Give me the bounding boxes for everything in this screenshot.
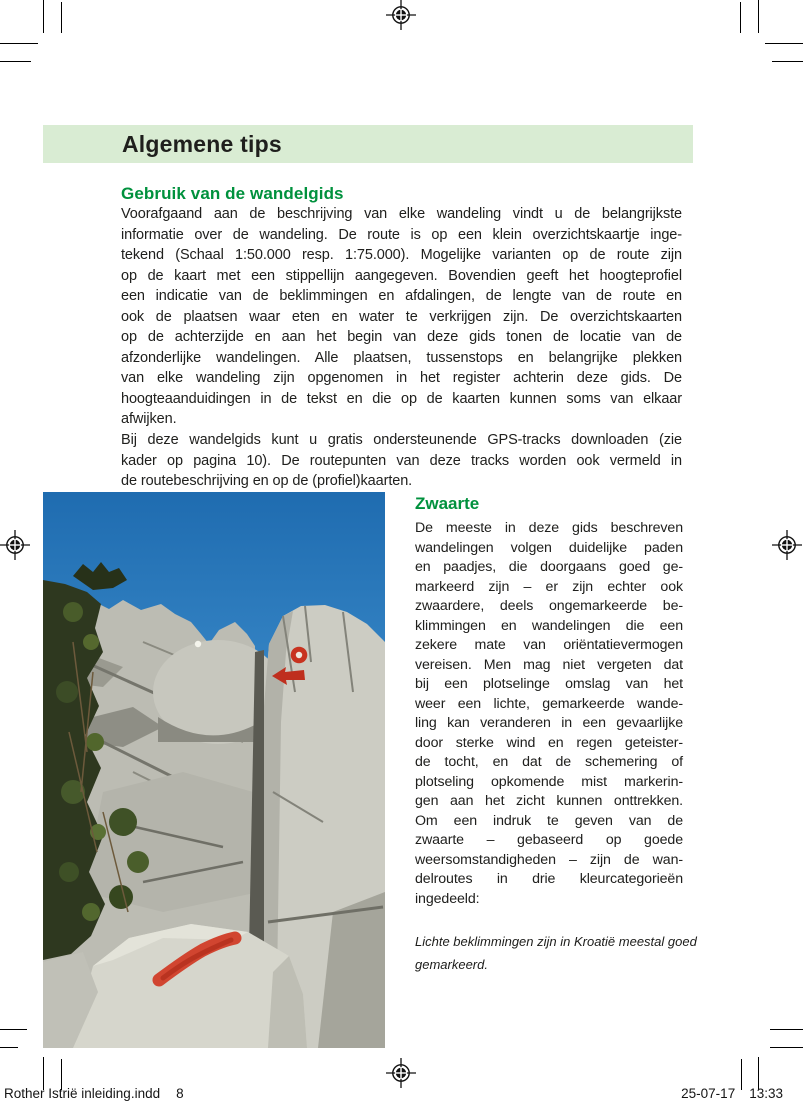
text-line: zwaardere, deels ongemarkeerde be-	[415, 598, 683, 614]
text-line: ingedeeld:	[415, 890, 480, 907]
text-line: hoogteaanduidingen in de tekst en die op de kaarten kunnen soms van elkaar	[121, 390, 682, 407]
zwaarte-paragraph	[415, 519, 683, 909]
text-line: afzonderlijke wandelingen. Alle plaatsen, tussenstops en belangrijke plekken	[121, 349, 682, 366]
registration-mark-top-icon	[386, 0, 416, 30]
text-line: door sterke wind en regen geteister-	[415, 734, 683, 751]
crop-mark	[765, 43, 803, 44]
crop-mark	[770, 1047, 803, 1048]
footer-file-info	[4, 1086, 184, 1101]
text-line: de routebeschrijving en op de (profiel)kaarten.	[121, 473, 413, 489]
text-line: plotseling opkomende mist markerin-	[415, 773, 683, 790]
text-line: kader op pagina 10). De routepunten van deze tracks worden ook vermeld in	[121, 452, 682, 469]
text-line: gen aan het zicht kunnen onttrekken.	[415, 793, 683, 809]
text-line: markeerd zijn – er zijn echter ook	[415, 578, 683, 595]
text-line: op de kaart met een stippellijn aangegeven. Bovendien geeft het hoogteprofiel	[121, 267, 682, 284]
registration-mark-left-icon	[0, 530, 30, 560]
crop-mark	[772, 61, 803, 62]
intro-paragraph-2	[121, 430, 682, 492]
text-line: afwijken.	[121, 411, 177, 427]
text-line: Voorafgaand aan de beschrijving van elke wandeling vindt u de belangrijkste	[121, 206, 682, 222]
trail-photo	[43, 492, 385, 1048]
text-line: tekend (Schaal 1:50.000 resp. 1:75.000). Mogelijke varianten op de route zijn	[121, 247, 682, 263]
text-line: een indicatie van de beklimmingen en afdalingen, de lengte van de route en	[121, 288, 682, 304]
text-line: bij een plotselinge omslag van het	[415, 676, 683, 692]
text-line: en paadjes, die doorgaans goed ge-	[415, 559, 683, 575]
text-line: Om een indruk te geven van de	[415, 812, 683, 829]
text-line: gemarkeerd.	[415, 957, 488, 972]
text-line: weersomstandigheden – zijn de wan-	[415, 851, 683, 868]
footer-filename: Rother Istrië inleiding.indd	[4, 1086, 161, 1101]
footer-page-number: 8	[176, 1086, 184, 1101]
text-line: De meeste in deze gids beschreven	[415, 520, 683, 536]
footer-time: 13:33	[749, 1086, 783, 1101]
text-line: klimmingen en wandelingen die een	[415, 617, 683, 634]
text-line: vereisen. Men mag niet vergeten dat	[415, 656, 683, 673]
zwaarte-column	[415, 494, 697, 976]
text-line: van elke wandeling zijn opgenomen in het register achterin deze gids. De	[121, 370, 682, 386]
crop-mark	[740, 2, 741, 33]
page-title: Algemene tips	[122, 131, 282, 157]
crop-mark	[0, 61, 31, 62]
photo-caption	[415, 930, 697, 976]
intro-paragraph-1	[121, 204, 682, 430]
text-line: ling kan veranderen in een gevaarlijke	[415, 715, 683, 731]
crop-mark	[758, 0, 759, 33]
title-band	[43, 125, 693, 163]
text-line: delroutes in drie kleurcategorieën	[415, 871, 683, 887]
crop-mark	[0, 1029, 27, 1030]
section-heading-gebruik: Gebruik van de wandelgids	[121, 184, 344, 203]
text-line: ook de plaatsen waar eten en water te verkrijgen zijn. De overzichtskaarten	[121, 308, 682, 325]
text-line: zekere mate van oriëntatievermogen	[415, 637, 683, 653]
section-heading-zwaarte: Zwaarte	[415, 494, 480, 513]
text-line: informatie over de wandeling. De route is op een klein overzichtskaartje inge-	[121, 226, 682, 243]
crop-mark	[770, 1029, 803, 1030]
text-line: zwaarte – gebaseerd op goede	[415, 832, 683, 848]
text-line: wandelingen volgen duidelijke paden	[415, 539, 683, 556]
text-line: Bij deze wandelgids kunt u gratis ondersteunende GPS-tracks downloaden (zie	[121, 432, 682, 448]
crop-mark	[0, 43, 38, 44]
text-line: weer een lichte, gemarkeerde wande-	[415, 695, 683, 712]
registration-mark-right-icon	[772, 530, 802, 560]
footer-timestamp	[681, 1086, 783, 1101]
crop-mark	[61, 2, 62, 33]
white-dot-marker	[195, 641, 201, 647]
text-line: op de achterzijde en aan het begin van deze gids tonen de locatie van de	[121, 329, 682, 345]
text-line: de tocht, en dat de schemering of	[415, 754, 683, 770]
footer-date: 25-07-17	[681, 1086, 736, 1101]
text-line: Lichte beklimmingen zijn in Kroatië meestal goed	[415, 934, 697, 949]
registration-mark-bottom-icon	[386, 1058, 416, 1088]
crop-mark	[0, 1047, 18, 1048]
crop-mark	[43, 0, 44, 33]
